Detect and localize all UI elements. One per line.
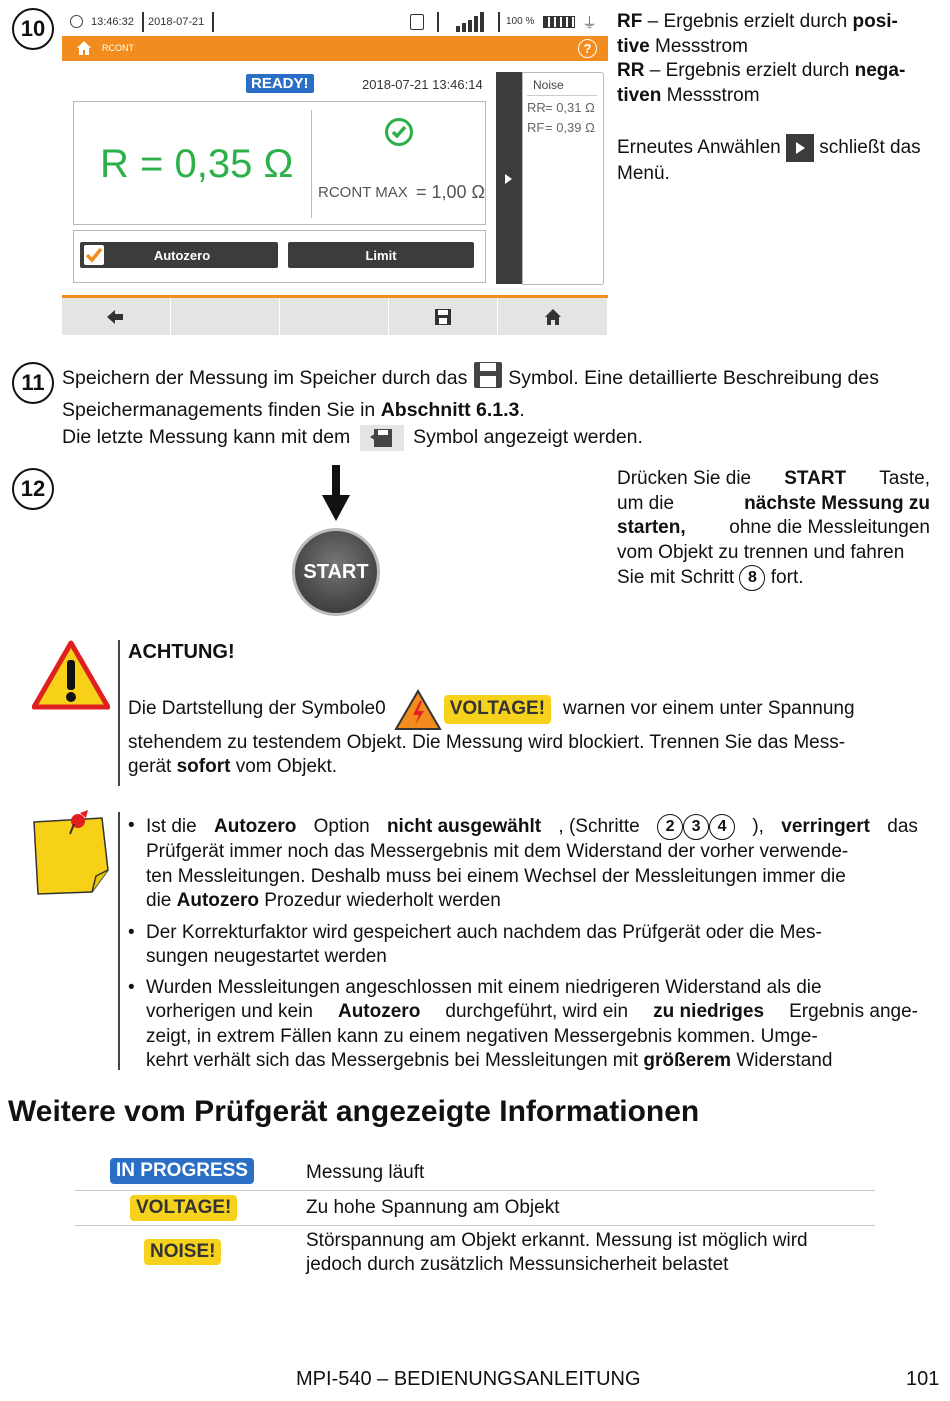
- voltage-badge: VOLTAGE!: [130, 1195, 237, 1221]
- start-label: START: [303, 560, 369, 583]
- home-icon: [544, 308, 562, 326]
- warning-divider: [118, 640, 120, 786]
- note-text: kehrt verhält sich das Messergebnis bei Messleitungen mit: [146, 1050, 639, 1071]
- step12-text: vom Objekt zu trennen und fahren: [617, 541, 905, 563]
- step11-text: Symbol. Eine detaillierte Beschreibung des: [508, 367, 879, 390]
- status-info-table: [75, 1156, 875, 1281]
- side-menu-toggle[interactable]: [496, 72, 522, 284]
- toolbar-empty-1[interactable]: [171, 298, 280, 335]
- warning-text: vom Objekt.: [235, 756, 338, 777]
- step-refs: [657, 814, 735, 840]
- step11-line1: [62, 361, 932, 397]
- rf-label: RF: [527, 120, 545, 135]
- battery-icon: [543, 16, 575, 28]
- step11-text: Die letzte Messung kann mit dem: [62, 426, 351, 448]
- step12-text: ohne die Messleitungen: [729, 517, 930, 538]
- step-number-11: 11: [12, 362, 54, 404]
- noise-badge: NOISE!: [144, 1239, 221, 1265]
- step11-text: Speichermanagements finden Sie in: [62, 399, 376, 421]
- section-reference: Abschnitt 6.1.3: [380, 399, 520, 421]
- step12-text: Taste,: [879, 468, 930, 489]
- menu-text-b: schließt das: [819, 137, 921, 159]
- device-screenshot: [62, 8, 608, 335]
- warning-text: stehendem zu testendem Objekt. Die Messung wird blockiert. Trennen Sie das Mess-: [128, 731, 846, 753]
- bullet: •: [128, 921, 135, 943]
- note-text: Prüfgerät immer noch das Messergebnis mit dem Widerstand der vorher verwende-: [146, 841, 849, 862]
- start-key-name: START: [784, 468, 847, 489]
- rf-bold: posi-: [852, 11, 898, 32]
- home-button[interactable]: [498, 298, 608, 335]
- note-bold: Autozero: [214, 815, 297, 837]
- divider: [437, 12, 439, 32]
- note-bold: verringert: [781, 815, 870, 837]
- rr-symbol: RR: [617, 60, 645, 81]
- play-icon: [786, 134, 814, 162]
- note-text: Ist die: [146, 815, 197, 837]
- step12-description: [617, 467, 930, 591]
- limit-label: Limit: [365, 247, 397, 263]
- home-icon[interactable]: [76, 40, 92, 59]
- note-text: das: [887, 815, 918, 837]
- status-date: 2018-07-21: [148, 16, 205, 28]
- note-text: ten Messleitungen. Deshalb muss bei einem Wechsel der Messleitungen immer die: [146, 865, 846, 887]
- rf-value: = 0,39 Ω: [545, 120, 595, 135]
- note-text: ),: [752, 815, 764, 837]
- table-row: [75, 1156, 875, 1191]
- note3-line4: [146, 1049, 918, 1074]
- down-arrow-icon: [322, 465, 350, 521]
- page-number: 101: [906, 1368, 940, 1390]
- row-description: Störspannung am Objekt erkannt. Messung ist möglich wird: [306, 1230, 808, 1251]
- warning-triangle-icon: [32, 640, 110, 710]
- no-wireless-icon: [410, 14, 424, 30]
- step-ref: 4: [709, 814, 735, 840]
- button-panel: [73, 230, 486, 283]
- note-text: Ergebnis ange-: [789, 1001, 918, 1022]
- rr-value: = 0,31 Ω: [545, 100, 595, 115]
- note1-line4: [146, 889, 918, 914]
- warning-bold: sofort: [176, 756, 231, 777]
- note-text: zeigt, in extrem Fällen kann zu einem negativen Messergebnis kommen. Umge-: [146, 1025, 818, 1047]
- note-pin-icon: [30, 808, 112, 898]
- menu-text-c: Menü.: [617, 163, 670, 184]
- step-ref: 3: [683, 814, 709, 840]
- rf-symbol: RF: [617, 11, 643, 32]
- notes-divider: [118, 812, 120, 1070]
- note-text: vorherigen und kein: [146, 1001, 313, 1022]
- step11-text: Speichern der Messung im Speicher durch das: [62, 367, 468, 390]
- note-text: Option: [313, 815, 370, 837]
- floppy-disk-icon: [473, 361, 503, 397]
- step11-text: Symbol angezeigt werden.: [413, 426, 643, 448]
- rr-bold2: tiven: [617, 84, 662, 106]
- back-button[interactable]: [62, 298, 171, 335]
- bullet: •: [128, 815, 135, 836]
- warning-line1: [128, 689, 918, 731]
- signal-icon: [456, 12, 490, 32]
- note3-line2: [146, 1000, 918, 1025]
- step12-text: Drücken Sie die: [617, 468, 752, 489]
- step12-text: Sie mit Schritt: [617, 567, 735, 589]
- battery-percent: 100 %: [506, 16, 535, 27]
- result-value: R = 0,35 Ω: [100, 142, 294, 186]
- mode-title: RCONT: [102, 43, 134, 53]
- note1-line1: [146, 814, 918, 840]
- note-item: [128, 921, 918, 970]
- step11-text: .: [519, 399, 525, 421]
- step12-line3: [617, 516, 930, 541]
- ready-badge: READY!: [246, 74, 314, 93]
- step12-bold: starten,: [617, 517, 686, 538]
- rr-end: Messstrom: [666, 84, 760, 106]
- step-number-12: 12: [12, 468, 54, 510]
- toolbar-empty-2[interactable]: [280, 298, 389, 335]
- table-row: [75, 1226, 875, 1281]
- noise-underline: [527, 95, 597, 96]
- divider: [498, 12, 500, 32]
- high-voltage-icon: [394, 689, 442, 731]
- rr-bold: nega-: [854, 60, 906, 81]
- note-item: [128, 814, 918, 914]
- note-text: Widerstand: [736, 1050, 833, 1071]
- warning-title: ACHTUNG!: [128, 641, 235, 663]
- notes-list: [128, 814, 918, 1074]
- step12-line5: [617, 565, 930, 591]
- warning-text: gerät: [128, 756, 172, 777]
- step11-line2: [62, 397, 932, 424]
- step-ref: 2: [657, 814, 683, 840]
- note-bold: Autozero: [176, 890, 259, 911]
- step12-text: fort.: [770, 567, 804, 589]
- play-icon: [505, 174, 512, 184]
- noise-title: Noise: [533, 78, 564, 92]
- status-bar: [62, 8, 608, 36]
- warning-box: [128, 640, 918, 780]
- section-heading: Weitere vom Prüfgerät angezeigte Informationen: [8, 1095, 700, 1128]
- note-text: Der Korrekturfaktor wird gespeichert auch nachdem das Prüfgerät oder die Mes-: [146, 921, 822, 943]
- noise-panel: [522, 72, 604, 285]
- measurement-timestamp: 2018-07-21 13:46:14: [362, 77, 483, 92]
- start-button[interactable]: [292, 528, 380, 616]
- check-ok-icon: [385, 118, 413, 146]
- step-ref-8: 8: [739, 565, 765, 591]
- note-bold: zu niedriges: [653, 1001, 765, 1022]
- memory-recall-icon: [360, 425, 404, 451]
- step12-line2: [617, 492, 930, 517]
- note-text: die: [146, 890, 172, 911]
- note-text: , (Schritte: [558, 815, 640, 837]
- row-description: Zu hohe Spannung am Objekt: [306, 1197, 560, 1218]
- divider: [212, 12, 214, 32]
- row-description: jedoch durch zusätzlich Messunsicherheit belastet: [306, 1254, 729, 1275]
- note-text: Wurden Messleitungen angeschlossen mit einem niedrigeren Widerstand als die: [146, 976, 822, 998]
- clock-icon: [70, 15, 83, 28]
- note-text: sungen neugestartet werden: [146, 946, 387, 967]
- step12-text: um die: [617, 492, 675, 514]
- save-button[interactable]: [389, 298, 498, 335]
- result-panel: [73, 101, 486, 225]
- rf-line: [617, 10, 932, 35]
- rr-text: – Ergebnis erzielt durch: [649, 60, 850, 81]
- title-bar: [62, 36, 608, 61]
- rcont-max-label: RCONT MAX: [318, 184, 408, 201]
- voltage-badge: VOLTAGE!: [444, 695, 551, 724]
- rcont-max-value: = 1,00 Ω: [416, 182, 486, 202]
- warning-line3: [128, 755, 918, 780]
- step12-bold: nächste Messung zu: [744, 492, 930, 514]
- rr-line: [617, 59, 932, 84]
- note-bold: Autozero: [337, 1001, 421, 1022]
- rf-bold2: tive: [617, 35, 650, 57]
- rf-end: Messstrom: [655, 35, 748, 57]
- note-text: Prozedur wiederholt werden: [264, 890, 501, 911]
- rf-text: – Ergebnis erzielt durch: [647, 11, 848, 32]
- table-row: [75, 1191, 875, 1226]
- autozero-label: Autozero: [153, 247, 211, 263]
- floppy-disk-icon: [434, 308, 452, 326]
- panel-divider: [311, 110, 312, 218]
- step11-line3: [62, 424, 932, 451]
- status-time: 13:46:32: [91, 16, 134, 28]
- bottom-toolbar: [62, 295, 608, 335]
- step-number-10: 10: [12, 8, 54, 50]
- row-description: Messung läuft: [306, 1162, 425, 1183]
- note-bold: nicht ausgewählt: [386, 815, 542, 837]
- footer-title: MPI-540 – BEDIENUNGSANLEITUNG: [296, 1368, 641, 1390]
- checkbox-icon[interactable]: [84, 245, 104, 265]
- help-icon[interactable]: ?: [578, 39, 597, 58]
- menu-line: [617, 134, 932, 162]
- note-item: [128, 976, 918, 1074]
- rf-line2: [617, 35, 932, 60]
- plug-icon: ⏚: [582, 15, 598, 32]
- rr-line2: [617, 84, 932, 109]
- divider: [142, 12, 144, 32]
- limit-button[interactable]: [288, 242, 474, 268]
- step11-description: [62, 361, 932, 451]
- step12-line1: [617, 467, 930, 492]
- warning-text: Die Dartstellung der Symbole0: [128, 698, 386, 720]
- back-arrow-icon: [107, 310, 125, 324]
- note-text: durchgeführt, wird ein: [445, 1001, 629, 1022]
- warning-text: warnen vor einem unter Spannung: [563, 698, 855, 720]
- menu-text-a: Erneutes Anwählen: [617, 137, 781, 159]
- rr-label: RR: [527, 100, 546, 115]
- in-progress-badge: IN PROGRESS: [110, 1158, 254, 1184]
- step10-description: [617, 10, 932, 187]
- bullet: •: [128, 976, 135, 998]
- autozero-button[interactable]: [80, 242, 278, 268]
- note-bold: größerem: [643, 1050, 732, 1071]
